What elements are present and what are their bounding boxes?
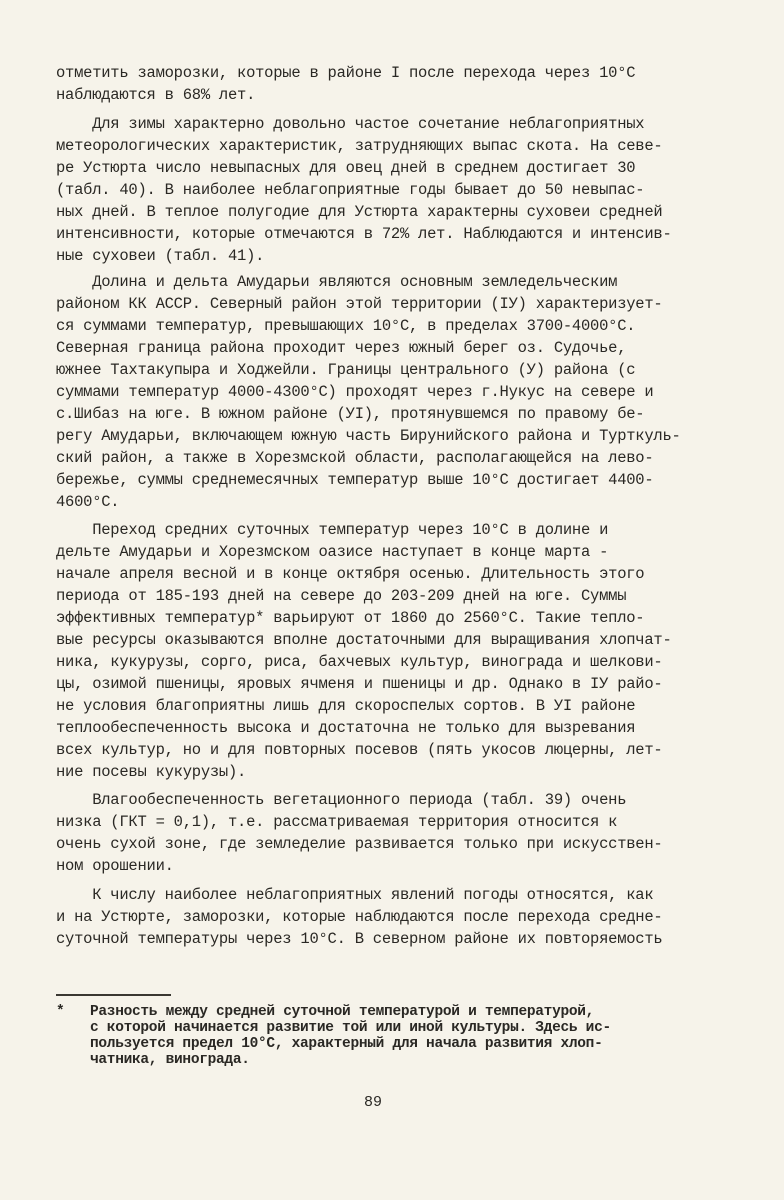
footnote-divider bbox=[56, 994, 171, 996]
text-line: ных дней. В теплое полугодие для Устюрта характерны суховеи средней bbox=[56, 203, 663, 221]
text-line: 4600°С. bbox=[56, 493, 120, 511]
text-line: Влагообеспеченность вегетационного периода (табл. 39) очень bbox=[56, 791, 627, 809]
footnote-line: с которой начинается развитие той или иной культуры. Здесь ис- bbox=[90, 1020, 611, 1036]
text-line: суточной температуры через 10°С. В северном районе их повторяемость bbox=[56, 930, 663, 948]
text-line: с.Шибаз на юге. В южном районе (УI), протянувшемся по правому бе- bbox=[56, 405, 645, 423]
text-line: районом КК АССР. Северный район этой территории (IУ) характеризует- bbox=[56, 295, 663, 313]
text-line: Для зимы характерно довольно частое сочетание неблагоприятных bbox=[56, 115, 645, 133]
text-line: бережье, суммы среднемесячных температур выше 10°С достигает 4400- bbox=[56, 471, 654, 489]
text-line: ние посевы кукурузы). bbox=[56, 763, 247, 781]
footnote-line: чатника, винограда. bbox=[90, 1052, 250, 1068]
text-line: всех культур, но и для повторных посевов (пять укосов люцерны, лет- bbox=[56, 741, 663, 759]
text-line: периода от 185-193 дней на севере до 203-209 дней на юге. Суммы bbox=[56, 587, 627, 605]
text-line: метеорологических характеристик, затрудняющих выпас скота. На севе- bbox=[56, 137, 663, 155]
footnote-line: пользуется предел 10°С, характерный для начала развития хлоп- bbox=[90, 1036, 603, 1052]
text-line: интенсивности, которые отмечаются в 72% лет. Наблюдаются и интенсив- bbox=[56, 225, 672, 243]
text-line: теплообеспеченность высока и достаточна не только для вызревания bbox=[56, 719, 636, 737]
text-line: ре Устюрта число невыпасных для овец дней в среднем достигает 30 bbox=[56, 159, 636, 177]
text-line: К числу наиболее неблагоприятных явлений погоды относятся, как bbox=[56, 886, 654, 904]
text-line: вые ресурсы оказываются вполне достаточными для выращивания хлопчат- bbox=[56, 631, 672, 649]
text-line: Долина и дельта Амударьи являются основным земледельческим bbox=[56, 273, 618, 291]
footnote-marker: * bbox=[56, 1004, 65, 1020]
text-line: суммами температур 4000-4300°С) проходят через г.Нукус на севере и bbox=[56, 383, 654, 401]
text-line: Северная граница района проходит через южный берег оз. Судочье, bbox=[56, 339, 627, 357]
footnote-line: Разность между средней суточной температурой и температурой, bbox=[90, 1004, 595, 1020]
text-line: очень сухой зоне, где земледелие развивается только при искусствен- bbox=[56, 835, 663, 853]
page-number: 89 bbox=[364, 1094, 383, 1111]
text-line: начале апреля весной и в конце октября осенью. Длительность этого bbox=[56, 565, 645, 583]
text-line: эффективных температур* варьируют от 1860 до 2560°С. Такие тепло- bbox=[56, 609, 645, 627]
text-line: дельте Амударьи и Хорезмском оазисе наступает в конце марта - bbox=[56, 543, 609, 561]
text-line: ский район, а также в Хорезмской области, располагающейся на лево- bbox=[56, 449, 654, 467]
text-line: не условия благоприятны лишь для скороспелых сортов. В УI районе bbox=[56, 697, 636, 715]
text-line: Переход средних суточных температур через 10°С в долине и bbox=[56, 521, 609, 539]
text-line: ника, кукурузы, сорго, риса, бахчевых культур, винограда и шелкови- bbox=[56, 653, 663, 671]
text-line: ном орошении. bbox=[56, 857, 174, 875]
text-line: и на Устюрте, заморозки, которые наблюдаются после перехода средне- bbox=[56, 908, 663, 926]
text-line: (табл. 40). В наиболее неблагоприятные годы бывает до 50 невыпас- bbox=[56, 181, 645, 199]
text-line: низка (ГКТ = 0,1), т.е. рассматриваемая территория относится к bbox=[56, 813, 618, 831]
text-line: наблюдаются в 68% лет. bbox=[56, 86, 256, 104]
text-line: отметить заморозки, которые в районе I после перехода через 10°С bbox=[56, 64, 636, 82]
text-line: южнее Тахтакупыра и Ходжейли. Границы центрального (У) района (с bbox=[56, 361, 636, 379]
text-line: ся суммами температур, превышающих 10°С, в пределах 3700-4000°С. bbox=[56, 317, 636, 335]
text-line: регу Амударьи, включающем южную часть Бирунийского района и Турткуль- bbox=[56, 427, 681, 445]
text-line: цы, озимой пшеницы, яровых ячменя и пшеницы и др. Однако в IУ райо- bbox=[56, 675, 663, 693]
text-line: ные суховеи (табл. 41). bbox=[56, 247, 265, 265]
